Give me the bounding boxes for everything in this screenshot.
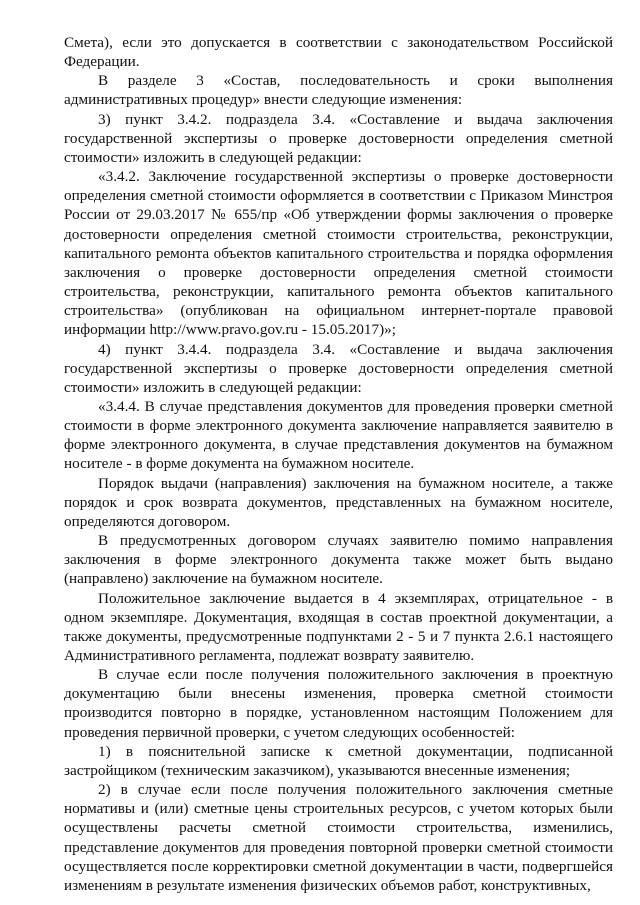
paragraph-section-3-intro: В разделе 3 «Состав, последовательность и сроки выполнения административных процедур» внести следующие изменения: xyxy=(64,72,613,109)
paragraph-feature-1: 1) в пояснительной записке к сметной документации, подписанной застройщиком (техническим заказчиком), указываются внесенные изменения; xyxy=(64,742,613,779)
paragraph-continuation: Смета), если это допускается в соответствии с законодательством Российской Федерации. xyxy=(64,34,613,71)
paragraph-repeat-check: В случае если после получения положительного заключения в проектную документацию были внесены изменения, проверка сметной стоимости производится повторно в порядке, установленном настоящим Положением для проведения первичной проверки, с учетом следующих особенностей: xyxy=(64,666,613,741)
paragraph-paper-copy: В предусмотренных договором случаях заявителю помимо направления заключения в форме электронного документа также может быть выдано (направлено) заключение на бумажном носителе. xyxy=(64,532,613,588)
paragraph-item-3: 3) пункт 3.4.2. подраздела 3.4. «Составление и выдача заключения государственной экспертизы о проверке достоверности определения сметной стоимости» изложить в следующей редакции: xyxy=(64,110,613,166)
paragraph-copies-count: Положительное заключение выдается в 4 экземплярах, отрицательное - в одном экземпляре. Документация, входящая в состав проектной документации, а также документы, предусмотренные подпунктами 2 - 5 и 7 пункта 2.6.1 настоящего Административного регламента, подлежат возврату заявителю. xyxy=(64,589,613,664)
paragraph-issuance-order: Порядок выдачи (направления) заключения на бумажном носителе, а также порядок и срок возврата документов, представленных на бумажном носителе, определяются договором. xyxy=(64,474,613,530)
paragraph-feature-2: 2) в случае если после получения положительного заключения сметные нормативы и (или) сметные цены строительных ресурсов, с учетом которых были осуществлены расчеты сметной стоимости строительства, изменились, представление документов для проведения повторной проверки сметной стоимости осуществляется после корректировки сметной документации в части, подвергшейся изменениям в результате изменения физических объемов работ, конструктивных, xyxy=(64,781,613,894)
paragraph-clause-3-4-4: «3.4.4. В случае представления документов для проведения проверки сметной стоимости в форме электронного документа заключение направляется заявителю в форме электронного документа, в случае представления документов на бумажном носителе - в форме документа на бумажном носителе. xyxy=(64,397,613,473)
paragraph-item-4: 4) пункт 3.4.4. подраздела 3.4. «Составление и выдача заключения государственной экспертизы о проверке достоверности определения сметной стоимости» изложить в следующей редакции: xyxy=(64,340,613,396)
paragraph-clause-3-4-2: «3.4.2. Заключение государственной экспертизы о проверке достоверности определения сметной стоимости оформляется в соответствии с Приказом Минстроя России от 29.03.2017 № 655/пр «Об утверждении формы заключения о проверке достоверности определения сметной стоимости строительства, реконструкции, капитального ремонта объектов капитального строительства и порядка оформления заключения о проверке достоверности определения сметной стоимости строительства, реконструкции, капитального ремонта объектов капитального строительства» (опубликован на официальном интернет-портале правовой информации http://www.pravo.gov.ru - 15.05.2017)»; xyxy=(64,168,613,339)
document-body xyxy=(64,33,613,895)
